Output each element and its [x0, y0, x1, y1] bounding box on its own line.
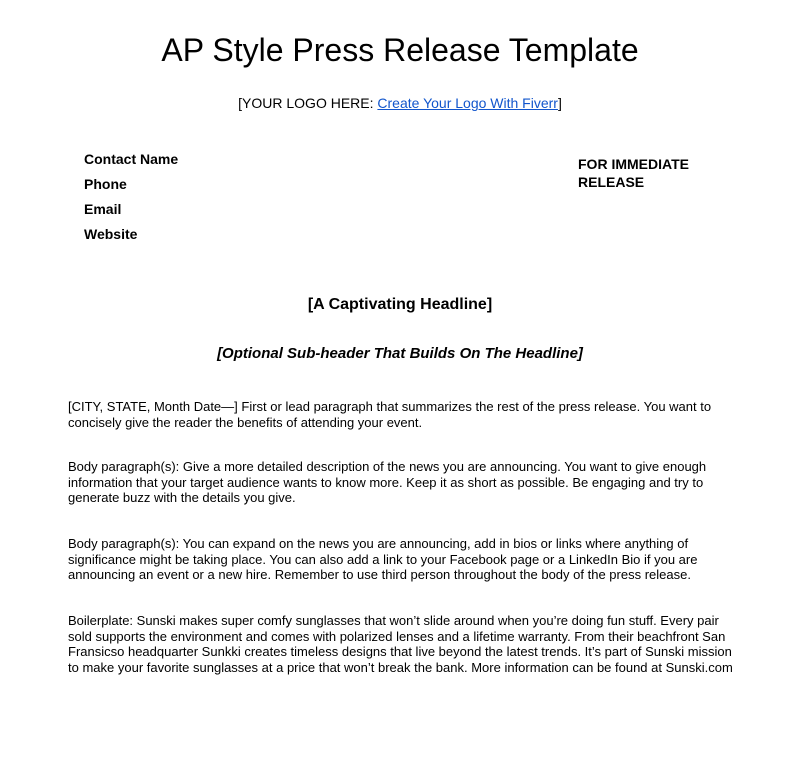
logo-suffix: ]	[557, 95, 562, 111]
boilerplate-paragraph: Boilerplate: Sunski makes super comfy sunglasses that won’t slide around when you’re doing fun stuff. Every pair sold supports the environment and comes with polarized lenses and a lifetime warranty. From their beachfront San Fransicso headquarter Sunkki creates timeless designs that live beyond the latest trends. It’s part of Sunski mission to make your favorite sunglasses at a price that won’t break the bank. More information can be found at Sunski.com	[68, 613, 733, 675]
contact-phone-label: Phone	[84, 176, 127, 192]
body-paragraph-1: Body paragraph(s): Give a more detailed description of the news you are announcing. You want to give enough information that your target audience wants to know more. Keep it as short as possible. Be engaging and try to generate buzz with the details you give.	[68, 459, 707, 505]
headline: [A Captivating Headline]	[307, 296, 493, 313]
subheader: [Optional Sub-header That Builds On The Headline]	[217, 345, 583, 362]
logo-placeholder	[0, 94, 800, 112]
contact-website-label: Website	[84, 226, 138, 242]
contact-block	[84, 150, 384, 250]
logo-prefix: [YOUR LOGO HERE:	[238, 95, 378, 111]
contact-email-label: Email	[84, 201, 122, 217]
lead-paragraph: [CITY, STATE, Month Date—] First or lead paragraph that summarizes the rest of the press release. You want to concisely give the reader the benefits of attending your event.	[68, 399, 712, 430]
document-title: AP Style Press Release Template	[161, 32, 639, 68]
contact-name-label: Contact Name	[84, 151, 179, 167]
create-logo-link[interactable]: Create Your Logo With Fiverr	[377, 95, 558, 111]
release-status: FOR IMMEDIATE RELEASE	[578, 156, 689, 190]
body-paragraph-2: Body paragraph(s): You can expand on the news you are announcing, add in bios or links where anything of significance might be taking place. You can also add a link to your Facebook page or a LinkedIn Bio if you are announcing an event or a new hire. Remember to use third person throughout the body of the press release.	[68, 536, 698, 582]
